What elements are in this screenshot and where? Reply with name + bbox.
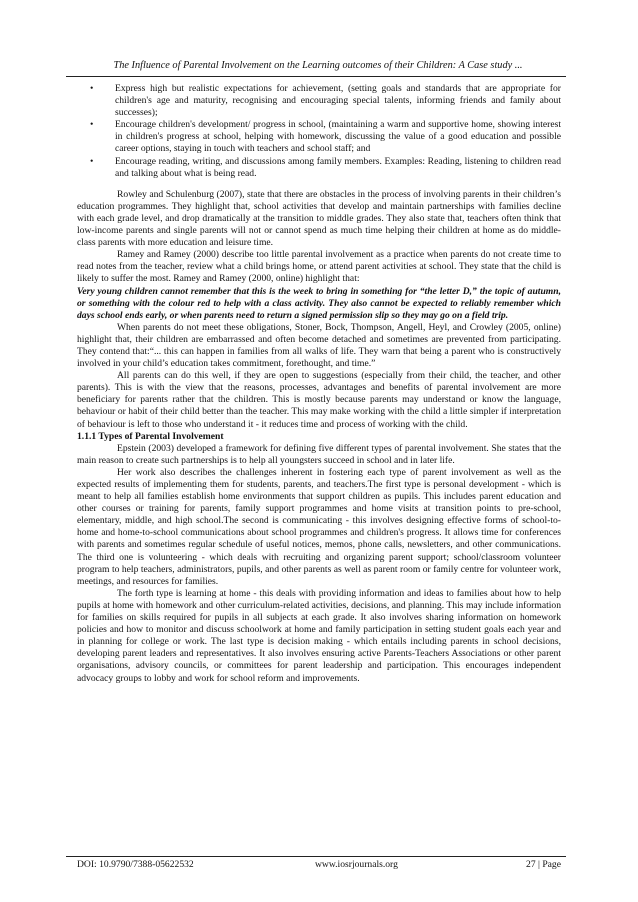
block-quote: Very young children cannot remember that this is the week to bring in something for “the letter D,” the topic of autumn, or something with the colour red to help with a class activity. They also cannot be expected to reliably remember which days school ends early, or when parents need to return a signed permission slip so they may go on a field trip.	[77, 285, 561, 321]
footer-page-number: 27 | Page	[526, 859, 561, 870]
bullet-list	[77, 83, 561, 180]
bullet-text: Encourage reading, writing, and discussions among family members. Examples: Reading, listening to children read and talking about what is being read.	[115, 155, 561, 179]
footer	[77, 859, 561, 870]
paragraph-all-parents: All parents can do this well, if they are open to suggestions (especially from their child, the teacher, and other parents). This is with the view that the reasons, processes, advantages and benefits of parental involvement are more beneficiary for parents rather that the children. This is mostly because parents may understand or know the language, behaviour or habit of their child better than the teacher. This may make working with the child a little simpler if interpretation of behaviour is left to those who understand it - it reduces time and process of working with the child.	[77, 370, 561, 430]
paragraph-ramey: Ramey and Ramey (2000) describe too little parental involvement as a practice when parents do not create time to read notes from the teacher, review what a child brings home, or attend parent activities at school. They state that the child is likely to suffer the most. Ramey and Ramey (2000, online) highlight that:	[77, 249, 561, 285]
header-rule	[66, 76, 566, 77]
section-heading: 1.1.1 Types of Parental Involvement	[77, 430, 224, 442]
bullet-item	[77, 83, 561, 119]
bullet-text: Encourage children's development/ progress in school, (maintaining a warm and supportive home, showing interest in children's progress at school, helping with homework, discussing the value of a good education and possible career options, staying in touch with teachers and school staff; and	[115, 119, 561, 155]
paragraph-types: Her work also describes the challenges inherent in fostering each type of parent involvement as well as the expected results of implementing them for students, parents, and teachers.The first type is personal development - which is meant to help all families establish home environments that support children as pupils. This includes parent education and other courses or training for parents, family support programmes and home visits at transition points to pre-school, elementary, middle, and high school.The second is communicating - this involves designing effective forms of school-to-home and home-to-school communications about school programmes and children's progress. It allows time for conferences with parents and sometimes regular schedule of useful notices, memos, phone calls, newsletters, and other communications. The third one is volunteering - which deals with recruiting and organizing parent support; school/classroom volunteer program to help teachers, administrators, pupils, and other parents as well as parent room or family centre for volunteer work, meetings, and resources for families.	[77, 466, 561, 587]
bullet-icon: •	[90, 83, 94, 94]
paragraph-epstein: Epstein (2003) developed a framework for defining five different types of parental involvement. She states that the main reason to create such partnerships is to help all youngsters succeed in school and in later life.	[77, 442, 561, 466]
article-body	[77, 83, 561, 685]
bullet-item	[77, 119, 561, 155]
spacer	[77, 180, 561, 189]
bullet-text: Express high but realistic expectations for achievement, (setting goals and standards that are appropriate for children's age and maturity, recognising and encouraging special talents, informing friends and family about successes);	[115, 83, 561, 119]
paragraph-stoner: When parents do not meet these obligations, Stoner, Bock, Thompson, Angell, Heyl, and Crowley (2005, online) highlight that, their children are embarrassed and often become detached and sometimes are prevented from participating. They contend that:“... this can happen in families from all walks of life. They warn that being a parent who is constructively involved in your child’s education takes commitment, forethought, and time.”	[77, 321, 561, 370]
bullet-item	[77, 156, 561, 180]
bullet-icon: •	[90, 155, 94, 167]
bullet-icon: •	[90, 119, 94, 131]
running-title: The Influence of Parental Involvement on the Learning outcomes of their Children: A Case study ...	[113, 60, 523, 71]
paragraph-forth-type: The forth type is learning at home - this deals with providing information and ideas to families about how to help pupils at home with homework and other curriculum-related activities, decisions, and planning. This may include information for families on skills required for pupils in all subjects at each grade. It also involves sharing information on homework policies and how to monitor and discuss schoolwork at home and family participation in setting student goals each year and in planning for college or work. The last type is decision making - which entails including parents in school decisions, developing parent leaders and representatives. It also involves ensuring active Parents-Teachers Associations or other parent organisations, advisory councils, or committees for parent leadership and participation. This encourages independent advocacy groups to lobby and work for school reform and improvements.	[77, 587, 561, 684]
footer-doi: DOI: 10.9790/7388-05622532	[77, 859, 194, 870]
footer-rule	[66, 856, 566, 857]
footer-url[interactable]: www.iosrjournals.org	[315, 859, 398, 870]
paragraph-rowley: Rowley and Schulenburg (2007), state that there are obstacles in the process of involving parents in their children’s education programmes. They highlight that, school activities that develop and maintain partnerships with families decline with each grade level, and drop dramatically at the transition to middle grades. They also state that, teachers often think that low-income parents and single parents will not or cannot spend as much time helping their children at home as do middle-class parents with more education and leisure time.	[77, 188, 561, 249]
